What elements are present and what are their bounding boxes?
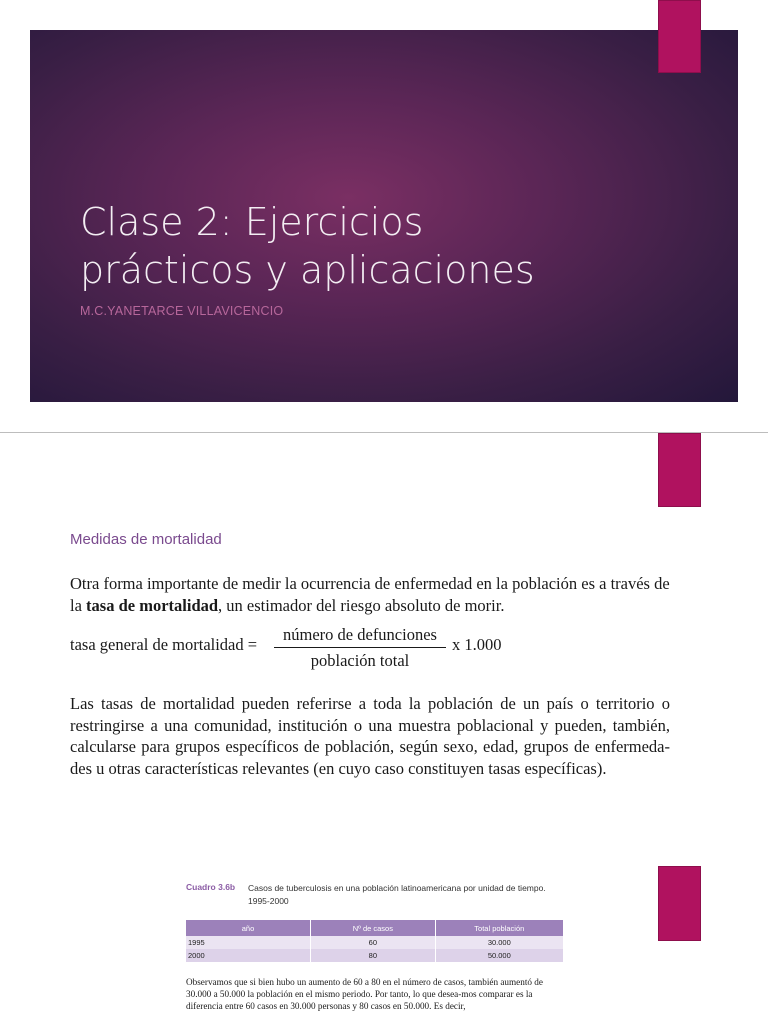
body-paragraph: Las tasas de mortalidad pueden referirse a toda la población de un país o territorio o restringirse a una comunidad, institución o una muestra poblacional y pueden, también, calcularse para grupos específicos de población, según sexo, edad, grupos de enfermeda-des u otras características relevantes (en cuyo caso constituyen tasas específicas).	[70, 694, 670, 778]
slide-divider	[0, 432, 768, 433]
table-cell: 50.000	[435, 949, 563, 962]
slide-title	[80, 198, 720, 294]
slide-accent-bar	[658, 433, 701, 507]
table-cell: 2000	[186, 949, 311, 962]
slide-subtitle: M.C.YANETARCE VILLAVICENCIO	[80, 304, 284, 318]
table-caption: Casos de tuberculosis en una población latinoamericana por unidad de tiempo. 1995-2000	[248, 883, 546, 906]
mortality-formula	[70, 625, 690, 675]
table-cell: 80	[311, 949, 436, 962]
table-cell: 30.000	[435, 936, 563, 949]
table-row	[186, 936, 564, 949]
formula-denominator: población total	[310, 651, 410, 670]
intro-paragraph	[70, 573, 670, 616]
formula-numerator: número de defunciones	[283, 625, 437, 644]
section-heading: Medidas de mortalidad	[70, 531, 222, 548]
table-header-cell: Total población	[435, 920, 563, 936]
table-cell: 1995	[186, 936, 311, 949]
cases-table	[186, 920, 564, 962]
slide-accent-bar	[658, 866, 701, 941]
slide-accent-bar	[658, 0, 701, 73]
slide-title-line-2: prácticos y aplicaciones	[80, 248, 535, 292]
table-label: Cuadro 3.6b	[186, 882, 236, 892]
formula-fraction-bar	[274, 647, 446, 648]
formula-left: tasa general de mortalidad =	[70, 635, 258, 654]
intro-bold-term: tasa de mortalidad	[86, 595, 219, 615]
slide-title-line-1: Clase 2: Ejercicios	[80, 200, 424, 244]
table-header-cell: Nº de casos	[311, 920, 436, 936]
table-cell: 60	[311, 936, 436, 949]
table-header-cell: año	[186, 920, 311, 936]
table-header-row	[186, 920, 564, 936]
intro-text-1: Otra forma importante de medir la ocurrencia de enfermedad en la población es a través de la	[70, 574, 670, 615]
table-row	[186, 949, 564, 962]
intro-text-2: , un estimador del riesgo absoluto de morir.	[218, 595, 505, 615]
table-commentary: Observamos que si bien hubo un aumento de 60 a 80 en el número de casos, también aumentó de 30.000 a 50.000 la población en el mismo periodo. Por tanto, lo que desea-mos comparar es la diferencia entre 60 casos en 30.000 personas y 80 casos en 50.000. Es decir,	[186, 977, 543, 1011]
formula-multiplier: x 1.000	[452, 635, 502, 654]
